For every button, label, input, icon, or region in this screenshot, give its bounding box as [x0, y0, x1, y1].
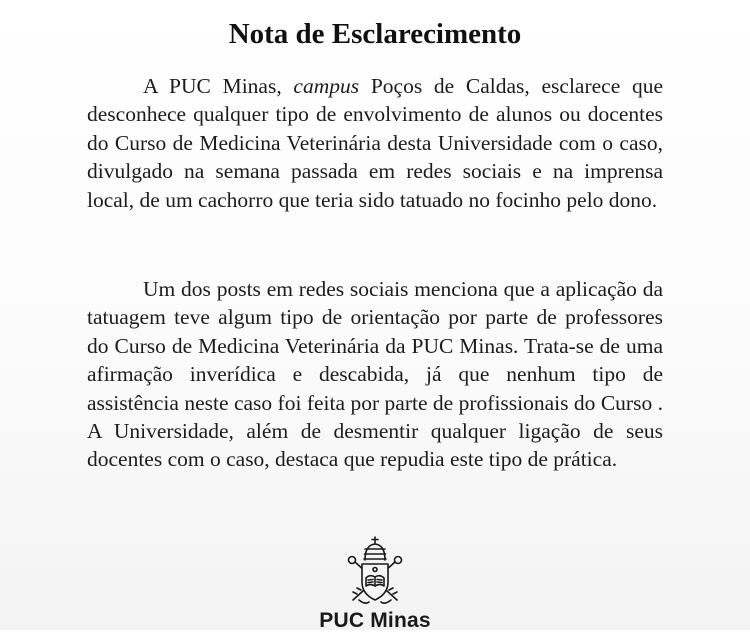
- paragraph-1-rest: Poços de Caldas, esclarece que desconhece qualquer tipo de envolvimento de alunos ou docentes do Curso de Medicina Veterinária desta Universidade com o caso, divulgado na semana passada em redes sociais e na imprensa local, de um cachorro que teria sido tatuado no focinho pelo dono.: [87, 74, 663, 212]
- puc-minas-logo: [316, 536, 434, 630]
- paragraph-1-italic: campus: [293, 74, 360, 98]
- paragraph-2-text: Um dos posts em redes sociais menciona que a aplicação da tatuagem teve algum tipo de orientação por parte de professores do Curso de Medicina Veterinária da PUC Minas. Trata-se de uma afirmação inverídica e descabida, já que nenhum tipo de assistência neste caso foi feita por parte de profissionais do Curso . A Universidade, além de desmentir qualquer ligação de seus docentes com o caso, destaca que repudia este tipo de prática.: [87, 277, 663, 472]
- paragraph-1: [87, 72, 663, 214]
- papal-tiara-coat-of-arms-icon: [335, 536, 415, 608]
- page-title: Nota de Esclarecimento: [228, 18, 522, 50]
- paragraph-1-lead: A PUC Minas,: [143, 74, 294, 98]
- logo-label: PUC Minas: [319, 609, 431, 632]
- paragraph-2: [87, 275, 663, 474]
